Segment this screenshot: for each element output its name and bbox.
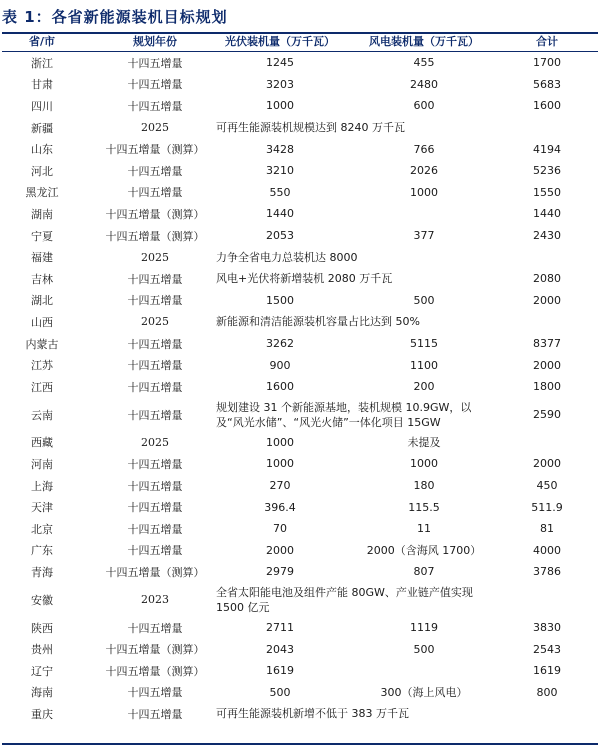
table-row: [0, 333, 600, 355]
cell-pv: 1000: [266, 457, 294, 471]
cell-total: 4194: [533, 142, 561, 156]
cell-pv: 1000: [266, 99, 294, 113]
cell-wind: 807: [413, 565, 435, 579]
cell-province: 浙江: [31, 56, 53, 70]
table-row: [0, 203, 600, 225]
table-row: [0, 617, 600, 639]
cell-note: 规划建设 31 个新能源基地，装机规模 10.9GW，以及“风光水储”、“风光火储”一体化项目 15GW: [216, 400, 472, 429]
cell-province: 安徽: [31, 593, 53, 607]
cell-wind: 500: [413, 642, 435, 656]
cell-plan-year: 十四五增量: [127, 522, 183, 536]
cell-note: 全省太阳能电池及组件产能 80GW、产业链产值实现 1500 亿元: [216, 585, 473, 614]
cell-total: 2080: [533, 272, 561, 286]
cell-pv: 1619: [266, 664, 294, 678]
cell-plan-year: 十四五增量: [127, 272, 183, 286]
cell-plan-year: 十四五增量: [127, 99, 183, 113]
cell-total: 511.9: [531, 500, 563, 514]
cell-plan-year: 十四五增量: [127, 501, 183, 515]
cell-pv: 2711: [266, 621, 294, 635]
cell-plan-year: 十四五增量（测算）: [105, 643, 205, 657]
cell-wind: 180: [413, 479, 435, 493]
cell-wind: 5115: [410, 337, 438, 351]
cell-province: 福建: [31, 251, 53, 265]
cell-pv: 1245: [266, 56, 294, 70]
cell-wind: 2480: [410, 77, 438, 91]
cell-total: 1800: [533, 380, 561, 394]
cell-wind: 2000（含海风 1700）: [366, 544, 482, 558]
table-title: 表 1：各省新能源装机目标规划: [2, 8, 228, 26]
cell-total: 8377: [533, 337, 561, 351]
cell-wind: 1100: [410, 358, 438, 372]
cell-total: 1600: [533, 99, 561, 113]
cell-pv: 1000: [266, 435, 294, 449]
cell-plan-year: 2025: [141, 435, 169, 449]
cell-wind: 500: [413, 293, 435, 307]
table-row: [0, 540, 600, 562]
cell-total: 2000: [533, 358, 561, 372]
cell-pv: 550: [269, 185, 291, 199]
cell-plan-year: 十四五增量: [127, 707, 183, 721]
header-province: 省/市: [28, 35, 56, 48]
cell-pv: 3428: [266, 142, 294, 156]
cell-province: 西藏: [31, 436, 53, 450]
cell-pv: 70: [273, 522, 287, 536]
cell-plan-year: 十四五增量: [127, 337, 183, 351]
cell-pv: 3203: [266, 77, 294, 91]
table-row: [0, 311, 600, 333]
cell-pv: 900: [269, 358, 291, 372]
cell-pv: 270: [269, 479, 291, 493]
cell-pv: 2000: [266, 543, 294, 557]
cell-total: 1700: [533, 56, 561, 70]
cell-total: 1550: [533, 185, 561, 199]
cell-plan-year: 2023: [141, 593, 169, 607]
cell-plan-year: 2025: [141, 250, 169, 264]
cell-plan-year: 十四五增量（测算）: [105, 565, 205, 579]
cell-total: 5236: [533, 164, 561, 178]
cell-plan-year: 十四五增量: [127, 56, 183, 70]
table-row: [0, 138, 600, 160]
cell-plan-year: 十四五增量: [127, 359, 183, 373]
cell-pv: 1500: [266, 293, 294, 307]
cell-note: 可再生能源装机新增不低于 383 万千瓦: [216, 707, 409, 721]
cell-wind: 1119: [410, 621, 438, 635]
cell-pv: 396.4: [264, 500, 296, 514]
cell-province: 河北: [31, 164, 53, 178]
cell-total: 1440: [533, 207, 561, 221]
cell-province: 江西: [31, 380, 53, 394]
cell-total: 81: [540, 522, 554, 536]
table-row: [0, 660, 600, 682]
table-row: [0, 496, 600, 518]
cell-plan-year: 十四五增量: [127, 457, 183, 471]
table-row: [0, 354, 600, 376]
cell-province: 贵州: [31, 643, 53, 657]
cell-plan-year: 十四五增量: [127, 380, 183, 394]
cell-province: 四川: [31, 99, 53, 113]
cell-province: 北京: [31, 522, 53, 536]
cell-province: 新疆: [31, 121, 53, 135]
cell-plan-year: 十四五增量: [127, 408, 183, 422]
table-row: [0, 518, 600, 540]
table-row: [0, 246, 600, 268]
cell-pv: 3262: [266, 337, 294, 351]
table-row: [0, 638, 600, 660]
table-row: [0, 52, 600, 74]
cell-plan-year: 2025: [141, 315, 169, 329]
cell-province: 青海: [31, 565, 53, 579]
cell-province: 湖北: [31, 294, 53, 308]
cell-note: 力争全省电力总装机达 8000: [216, 250, 358, 264]
cell-plan-year: 十四五增量（测算）: [105, 664, 205, 678]
cell-pv: 2053: [266, 229, 294, 243]
cell-wind: 600: [413, 99, 435, 113]
cell-province: 黑龙江: [25, 186, 59, 200]
cell-province: 广东: [31, 544, 53, 558]
table-row: [0, 682, 600, 704]
cell-plan-year: 十四五增量（测算）: [105, 143, 205, 157]
cell-wind: 未提及: [407, 436, 441, 450]
cell-plan-year: 2025: [141, 121, 169, 135]
cell-province: 山东: [31, 143, 53, 157]
table-row: [0, 398, 600, 432]
cell-province: 天津: [31, 501, 53, 515]
cell-wind: 2026: [410, 164, 438, 178]
cell-total: 1619: [533, 664, 561, 678]
cell-wind: 455: [413, 56, 435, 70]
cell-pv: 2979: [266, 565, 294, 579]
table-row: [0, 432, 600, 454]
table-row: [0, 561, 600, 583]
cell-plan-year: 十四五增量: [127, 186, 183, 200]
table-row: [0, 117, 600, 139]
cell-total: 4000: [533, 543, 561, 557]
cell-pv: 1440: [266, 207, 294, 221]
table-row: [0, 453, 600, 475]
cell-note: 可再生能源装机规模达到 8240 万千瓦: [216, 121, 405, 135]
cell-province: 陕西: [31, 621, 53, 635]
cell-total: 2430: [533, 229, 561, 243]
cell-pv: 3210: [266, 164, 294, 178]
cell-total: 3830: [533, 621, 561, 635]
cell-province: 甘肃: [31, 78, 53, 92]
cell-total: 800: [536, 685, 558, 699]
cell-plan-year: 十四五增量: [127, 479, 183, 493]
cell-pv: 500: [269, 685, 291, 699]
bottom-rule: [2, 743, 598, 745]
cell-wind: 1000: [410, 185, 438, 199]
cell-wind: 200: [413, 380, 435, 394]
cell-note: 风电+光伏将新增装机 2080 万千瓦: [216, 272, 393, 286]
header-pv: 光伏装机量（万千瓦）: [225, 35, 335, 48]
cell-wind: 766: [413, 142, 435, 156]
cell-province: 云南: [31, 408, 53, 422]
cell-province: 江苏: [31, 359, 53, 373]
table-row: [0, 268, 600, 290]
cell-plan-year: 十四五增量: [127, 544, 183, 558]
cell-wind: 1000: [410, 457, 438, 471]
cell-province: 吉林: [31, 272, 53, 286]
cell-plan-year: 十四五增量（测算）: [105, 207, 205, 221]
cell-plan-year: 十四五增量: [127, 294, 183, 308]
cell-total: 2590: [533, 408, 561, 422]
table-row: [0, 160, 600, 182]
cell-wind: 115.5: [408, 500, 440, 514]
cell-pv: 1600: [266, 380, 294, 394]
cell-plan-year: 十四五增量: [127, 686, 183, 700]
table-row: [0, 290, 600, 312]
table-row: [0, 376, 600, 398]
cell-note: 新能源和清洁能源装机容量占比达到 50%: [216, 315, 420, 329]
cell-total: 2000: [533, 293, 561, 307]
table-row: [0, 583, 600, 617]
table-row: [0, 74, 600, 96]
cell-province: 内蒙古: [25, 337, 59, 351]
cell-province: 河南: [31, 457, 53, 471]
cell-total: 5683: [533, 77, 561, 91]
table-row: [0, 703, 600, 725]
cell-province: 山西: [31, 315, 53, 329]
header-plan-year: 规划年份: [133, 35, 177, 48]
cell-province: 重庆: [31, 707, 53, 721]
cell-wind: 300（海上风电）: [380, 686, 468, 700]
cell-total: 3786: [533, 565, 561, 579]
cell-province: 宁夏: [31, 229, 53, 243]
cell-wind: 11: [417, 522, 431, 536]
table-row: [0, 182, 600, 204]
table-row: [0, 225, 600, 247]
cell-plan-year: 十四五增量（测算）: [105, 229, 205, 243]
table-row: [0, 95, 600, 117]
cell-province: 湖南: [31, 207, 53, 221]
cell-pv: 2043: [266, 642, 294, 656]
cell-province: 海南: [31, 686, 53, 700]
header-wind: 风电装机量（万千瓦）: [369, 35, 479, 48]
cell-province: 辽宁: [31, 664, 53, 678]
cell-plan-year: 十四五增量: [127, 621, 183, 635]
cell-total: 2543: [533, 642, 561, 656]
cell-plan-year: 十四五增量: [127, 164, 183, 178]
cell-plan-year: 十四五增量: [127, 78, 183, 92]
table-row: [0, 475, 600, 497]
header-total: 合计: [536, 35, 558, 48]
cell-total: 2000: [533, 457, 561, 471]
cell-province: 上海: [31, 479, 53, 493]
cell-total: 450: [536, 479, 558, 493]
cell-wind: 377: [413, 229, 435, 243]
